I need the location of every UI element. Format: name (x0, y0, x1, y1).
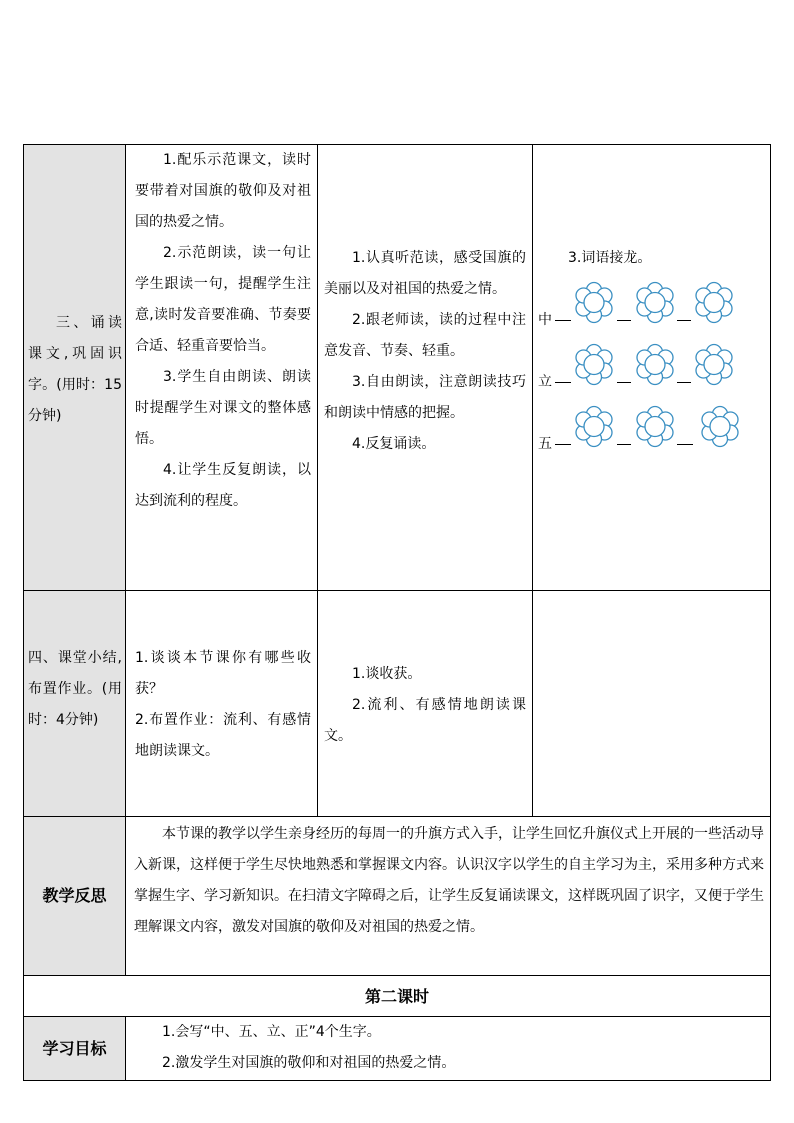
table-line (532, 144, 533, 817)
reflection-label: 教学反思 (42, 886, 107, 905)
chain-lead-char: 立 (538, 374, 552, 390)
table-line (23, 144, 24, 1081)
flower-blank-icon[interactable] (572, 281, 616, 325)
student-step: 2.流利、有感情地朗读课文。 (324, 697, 526, 744)
chain-lead-char: 五 (538, 436, 552, 452)
table-line (125, 1016, 126, 1081)
student-step: 2.跟老师读，读的过程中注意发音、节奏、轻重。 (324, 312, 526, 359)
flower-blank-icon[interactable] (633, 405, 677, 449)
objectives-label: 学习目标 (42, 1039, 107, 1058)
table-line (23, 816, 771, 817)
student-step: 3.自由朗读，注意朗读技巧和朗读中情感的把握。 (324, 374, 526, 421)
student-step: 1.谈收获。 (352, 666, 422, 682)
objective-item: 2.激发学生对国旗的敬仰和对祖国的热爱之情。 (162, 1055, 456, 1071)
flower-blank-icon[interactable] (692, 281, 736, 325)
teacher-activities-1 (135, 145, 311, 517)
teacher-step: 1.配乐示范课文，读时要带着对国旗的敬仰及对祖国的热爱之情。 (135, 152, 311, 230)
table-line (770, 144, 771, 1081)
stage-label-2: 四、课堂小结,布置作业。(用时：4分钟) (28, 650, 122, 728)
teacher-activities-2 (135, 643, 311, 767)
student-step: 4.反复诵读。 (352, 436, 436, 452)
student-activities-2 (324, 659, 526, 752)
flower-blank-icon[interactable] (698, 405, 742, 449)
objective-item: 1.会写“中、五、立、正”4个生字。 (162, 1024, 381, 1040)
objectives-list (134, 1017, 764, 1079)
teacher-step: 2.示范朗读，读一句让学生跟读一句，提醒学生注意,读时发音要准确、节奏要合适、轻重音要恰当。 (135, 245, 311, 354)
table-line (23, 975, 771, 976)
section-title: 第二课时 (364, 987, 429, 1006)
student-step: 1.认真听范读，感受国旗的美丽以及对祖国的热爱之情。 (324, 250, 526, 297)
flower-blank-icon[interactable] (633, 281, 677, 325)
word-chain-title: 3.词语接龙。 (568, 250, 652, 266)
student-activities-1 (324, 243, 526, 460)
chain-lead-char: 中 (538, 312, 552, 328)
flower-blank-icon[interactable] (692, 343, 736, 387)
teacher-step: 1.谈谈本节课你有哪些收获？ (135, 650, 311, 697)
table-line (23, 590, 771, 591)
teacher-step: 2.布置作业：流利、有感情地朗读课文。 (135, 712, 311, 759)
table-line (125, 144, 126, 976)
table-line (317, 144, 318, 817)
stage-label-1: 三、诵读课文,巩固识字。(用时：15分钟) (28, 315, 122, 424)
flower-blank-icon[interactable] (633, 343, 677, 387)
table-line (23, 1080, 771, 1081)
teacher-step: 4.让学生反复朗读，以达到流利的程度。 (135, 462, 311, 509)
teacher-step: 3.学生自由朗读、朗读时提醒学生对课文的整体感悟。 (135, 369, 311, 447)
reflection-text: 本节课的教学以学生亲身经历的每周一的升旗方式入手，让学生回忆升旗仪式上开展的一些活动导入新课，这样便于学生尽快地熟悉和掌握课文内容。认识汉字以学生的自主学习为主，采用多种方式来掌握生字、学习新知识。在扫清文字障碍之后，让学生反复诵读课文，这样既巩固了识字，又便于学生理解课文内容，激发对国旗的敬仰及对祖国的热爱之情。 (134, 826, 764, 935)
flower-blank-icon[interactable] (572, 343, 616, 387)
flower-blank-icon[interactable] (572, 405, 616, 449)
